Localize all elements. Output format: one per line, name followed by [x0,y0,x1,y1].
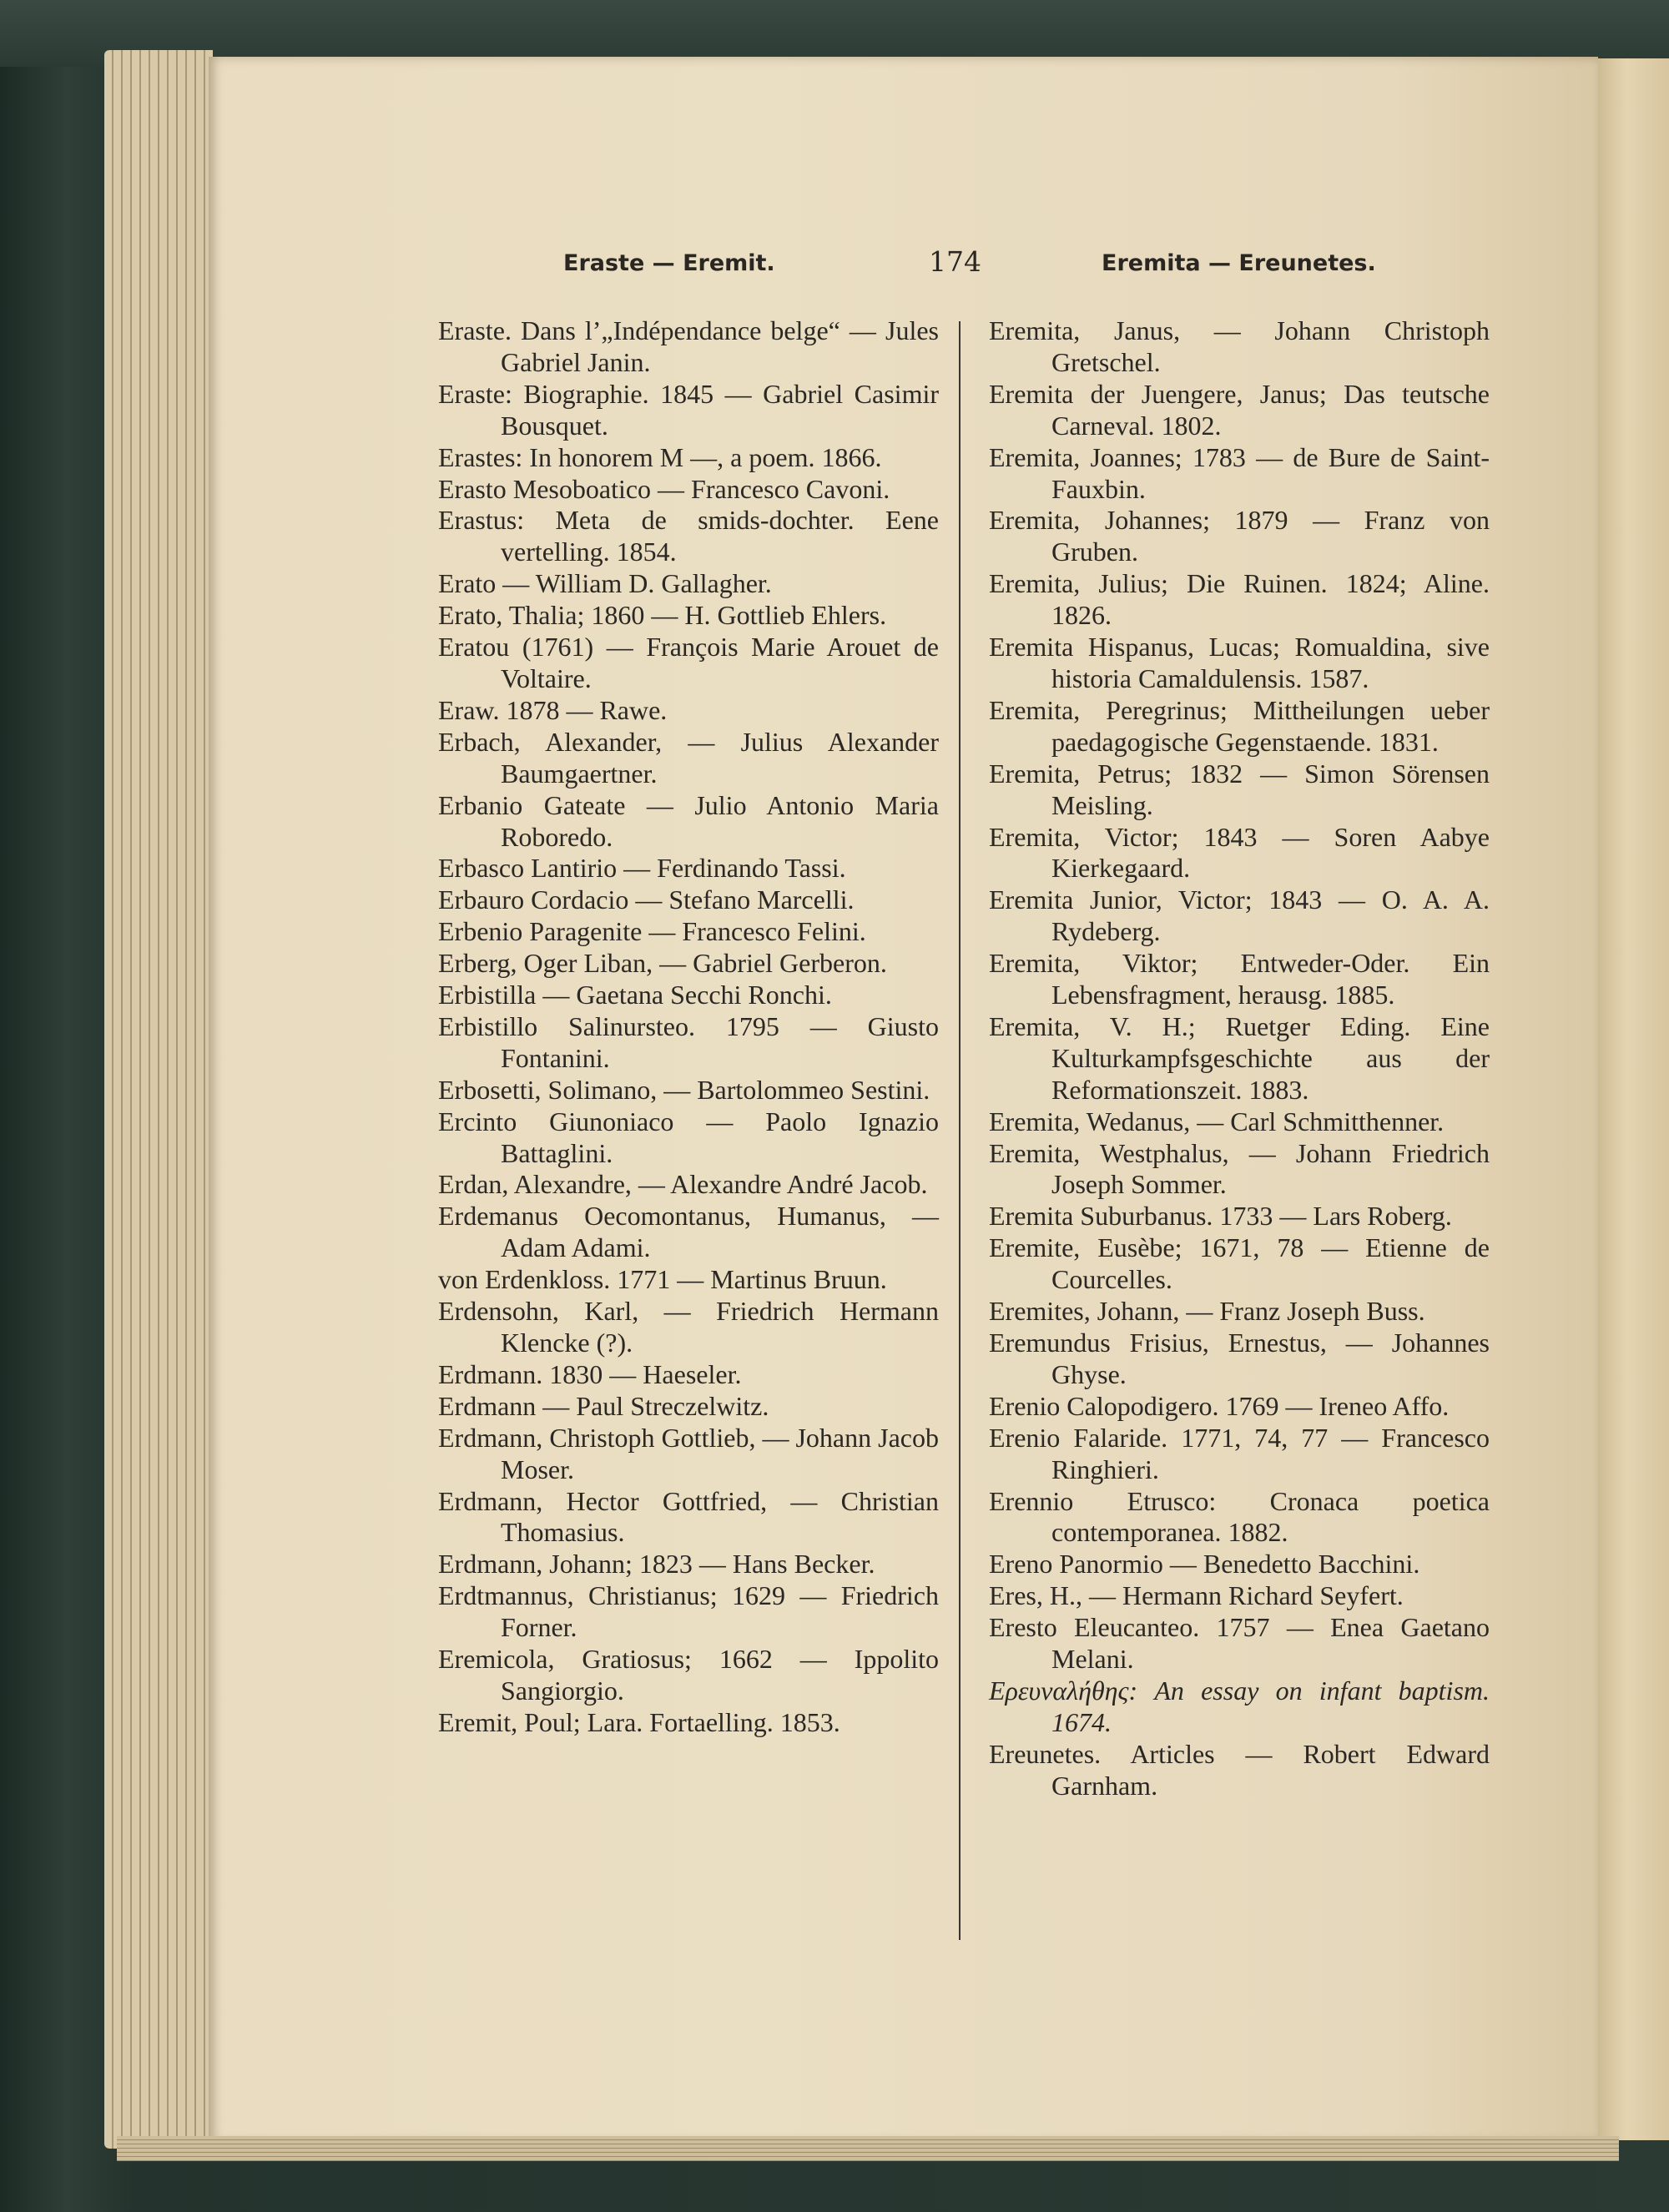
page-edge-stack [104,50,213,2149]
index-entry: Erastus: Meta de smids-dochter. Eene vertelling. 1854. [438,505,939,567]
index-entry: Eremita, Viktor; Entweder-Oder. Ein Lebensfragment, herausg. 1885. [989,948,1490,1010]
index-entry: Eremundus Frisius, Ernestus, — Johannes Ghyse. [989,1328,1490,1389]
running-head-left: Eraste — Eremit. [563,250,775,276]
index-entry: Eremicola, Gratiosus; 1662 — Ippolito Sangiorgio. [438,1644,939,1706]
index-entry: Eraste: Biographie. 1845 — Gabriel Casimir Bousquet. [438,378,939,441]
index-entry: Erato, Thalia; 1860 — H. Gottlieb Ehlers. [438,600,887,631]
index-entry: Eremite, Eusèbe; 1671, 78 — Etienne de Courcelles. [989,1232,1490,1295]
index-entry: Erbanio Gateate — Julio Antonio Maria Roboredo. [438,789,939,852]
index-entry: Erbauro Cordacio — Stefano Marcelli. [438,884,855,915]
index-entry: Erdtmannus, Christianus; 1629 — Friedrich Forner. [438,1580,939,1643]
index-entry: Eres, H., — Hermann Richard Seyfert. [989,1580,1404,1611]
index-entry: Eratou (1761) — François Marie Arouet de Voltaire. [438,632,939,693]
index-entry: Eremita Suburbanus. 1733 — Lars Roberg. [989,1201,1452,1232]
index-entry: Erdensohn, Karl, — Friedrich Hermann Klencke (?). [438,1296,939,1358]
index-entry: Erdmann — Paul Streczelwitz. [438,1390,769,1421]
running-head-right: Eremita — Ereunetes. [1102,250,1376,276]
index-entry: Erenio Calopodigero. 1769 — Ireneo Affo. [989,1390,1450,1421]
index-entry: Eremita Hispanus, Lucas; Romualdina, sive historia Camaldulensis. 1587. [989,632,1490,693]
page-right-edge [1598,58,1669,2140]
index-entry: Ereunetes. Articles — Robert Edward Garnham. [989,1738,1490,1801]
index-entry: Erbosetti, Solimano, — Bartolommeo Sestini. [438,1074,930,1105]
column-divider [959,321,961,1940]
index-entry: Eraste. Dans l’„Indépendance belge“ — Jules Gabriel Janin. [438,315,939,377]
left-column [438,315,939,1739]
index-entry: Erenio Falaride. 1771, 74, 77 — Francesco Ringhieri. [989,1422,1490,1484]
index-entry: Eremita, Janus, — Johann Christoph Gretschel. [989,315,1490,377]
index-entry: Erberg, Oger Liban, — Gabriel Gerberon. [438,948,887,979]
index-entry: Eremita, Peregrinus; Mittheilungen ueber paedagogische Gegenstaende. 1831. [989,694,1490,757]
index-entry: Erennio Etrusco: Cronaca poetica contemporanea. 1882. [989,1485,1490,1548]
index-entry: Eremita, Petrus; 1832 — Simon Sörensen Meisling. [989,758,1490,820]
index-entry: von Erdenkloss. 1771 — Martinus Bruun. [438,1264,887,1295]
index-entry: Erastes: In honorem M —, a poem. 1866. [438,441,882,472]
index-entry: Erbenio Paragenite — Francesco Felini. [438,916,866,947]
index-entry: Eremita, Victor; 1843 — Soren Aabye Kierkegaard. [989,821,1490,884]
index-entry: Erdmann, Christoph Gottlieb, — Johann Jacob Moser. [438,1422,939,1484]
index-entry: Eresto Eleucanteo. 1757 — Enea Gaetano Melani. [989,1612,1490,1675]
index-entry: Eremita, Julius; Die Ruinen. 1824; Aline. 1826. [989,568,1490,631]
index-entry: Erdan, Alexandre, — Alexandre André Jacob. [438,1169,928,1200]
index-entry: Eremita, Westphalus, — Johann Friedrich Joseph Sommer. [989,1137,1490,1200]
index-entry: Ercinto Giunoniaco — Paolo Ignazio Battaglini. [438,1106,939,1168]
right-column [989,315,1490,1802]
index-entry: Eremita, Wedanus, — Carl Schmitthenner. [989,1106,1445,1136]
index-entry: Ereno Panormio — Benedetto Bacchini. [989,1549,1420,1580]
index-entry: Eremita Junior, Victor; 1843 — O. A. A. Rydeberg. [989,884,1490,947]
index-entry: Ερευναλήθης: An essay on infant baptism. 1674. [989,1675,1490,1737]
index-entry: Erato — William D. Gallagher. [438,568,772,599]
index-entry: Erbistilla — Gaetana Secchi Ronchi. [438,980,832,1010]
index-entry: Eraw. 1878 — Rawe. [438,694,668,725]
page-edge-bottom [117,2136,1619,2161]
index-entry: Eremita, V. H.; Ruetger Eding. Eine Kulturkampfsgeschichte aus der Reformationszeit. 1883. [989,1010,1490,1105]
index-entry: Eremita, Joannes; 1783 — de Bure de Saint-Fauxbin. [989,441,1490,504]
index-entry: Erbasco Lantirio — Ferdinando Tassi. [438,853,846,884]
index-entry: Eremita, Johannes; 1879 — Franz von Gruben. [989,505,1490,567]
index-entry: Eremites, Johann, — Franz Joseph Buss. [989,1296,1425,1327]
index-entry: Eremit, Poul; Lara. Fortaelling. 1853. [438,1706,840,1737]
index-entry: Erasto Mesoboatico — Francesco Cavoni. [438,473,890,504]
page-number: 174 [929,245,981,278]
index-entry: Erbach, Alexander, — Julius Alexander Baumgaertner. [438,726,939,789]
index-entry: Erdemanus Oecomontanus, Humanus, — Adam Adami. [438,1201,939,1263]
index-entry: Erbistillo Salinursteo. 1795 — Giusto Fontanini. [438,1010,939,1073]
index-entry: Erdmann. 1830 — Haeseler. [438,1358,742,1389]
index-entry: Eremita der Juengere, Janus; Das teutsche Carneval. 1802. [989,378,1490,441]
index-entry: Erdmann, Johann; 1823 — Hans Becker. [438,1549,875,1580]
index-entry: Erdmann, Hector Gottfried, — Christian Thomasius. [438,1485,939,1548]
